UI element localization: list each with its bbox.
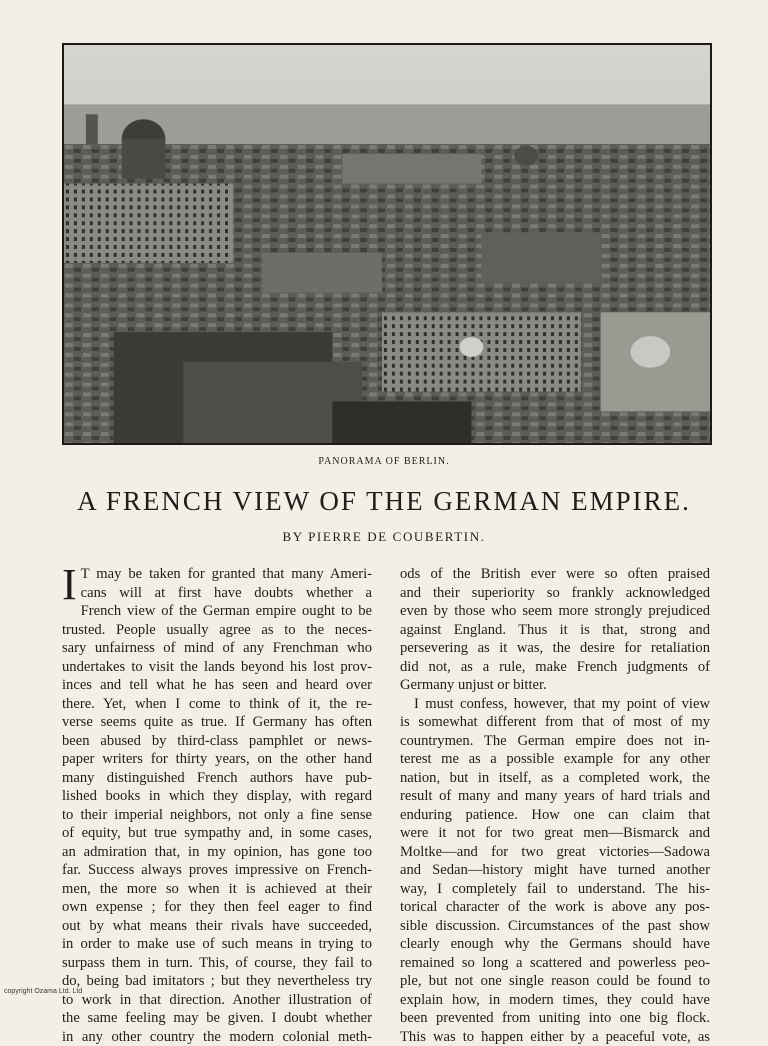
text-line: sary unfairness of mind of any Frenchman who [62, 639, 372, 658]
text-line: even by those who seem more strongly prejudiced [400, 602, 710, 621]
text-line: countrymen. The German empire does not in- [400, 732, 710, 751]
text-line: sible discussion. Circumstances of the past show [400, 917, 710, 936]
text-line: This was to happen either by a peaceful vote, as [400, 1028, 710, 1046]
byline: BY PIERRE DE COUBERTIN. [0, 529, 768, 545]
text-line: and Sedan—history might have turned another [400, 861, 710, 880]
text-line: of equity, but true sympathy and, in some cases, [62, 824, 372, 843]
paragraph-2 [400, 695, 710, 1046]
paragraph-1 [400, 565, 710, 695]
text-line: been abused by third-class pamphlet or news- [62, 732, 372, 751]
text-line: surpass them in turn. This, of course, they fail to [62, 954, 372, 973]
text-line: men, the more so when it is achieved at their [62, 880, 372, 899]
left-column [62, 565, 372, 1046]
text-line: I must confess, however, that my point of view [400, 695, 710, 714]
text-line: ple, but not one single reason could be found to [400, 972, 710, 991]
text-line: French view of the German empire ought to be [62, 602, 372, 621]
text-line: out by what means their rivals have succeeded, [62, 917, 372, 936]
text-line: the same feeling may be given. I doubt whether [62, 1009, 372, 1028]
text-line: result of many and many years of hard trials and [400, 787, 710, 806]
text-line: T may be taken for granted that many Ameri- [62, 565, 372, 584]
text-line: clearly enough why the Germans should have [400, 935, 710, 954]
photo-caption: PANORAMA OF BERLIN. [0, 456, 768, 467]
city-panorama-image [64, 45, 710, 443]
text-line: cans will at first have doubts whether a [62, 584, 372, 603]
text-line: verse seems quite as true. If Germany has often [62, 713, 372, 732]
text-line: persevering as it was, the desire for retaliation [400, 639, 710, 658]
text-line: trusted. People usually agree as to the neces- [62, 621, 372, 640]
left-column-text [62, 565, 372, 1046]
text-line: remained so long a scattered and powerless peo- [400, 954, 710, 973]
text-line: explain how, in modern times, they could have [400, 991, 710, 1010]
text-line: against England. Thus it is that, strong and [400, 621, 710, 640]
drop-cap: I [62, 566, 77, 604]
text-line: nation, but in itself, as a completed work, the [400, 769, 710, 788]
text-line: is somewhat different from that of most of my [400, 713, 710, 732]
text-line: in any other country the modern colonial meth- [62, 1028, 372, 1046]
text-line: to their imperial neighbors, not only a fine sense [62, 806, 372, 825]
text-line: there. Yet, when I come to think of it, the re- [62, 695, 372, 714]
text-line: do, being bad imitators ; but they nevertheless try [62, 972, 372, 991]
right-column [400, 565, 710, 1046]
text-line: lished books in which they display, with regard [62, 787, 372, 806]
watermark: copyright Ozama Ltd. Ltd [4, 988, 82, 995]
text-line: ods of the British ever were so often praised [400, 565, 710, 584]
text-line: many distinguished French authors have pub- [62, 769, 372, 788]
text-line: an admiration that, in my opinion, has gone too [62, 843, 372, 862]
text-line: to work in that direction. Another illustration of [62, 991, 372, 1010]
text-line: far. Success always proves impressive on French- [62, 861, 372, 880]
text-line: in order to make use of such means in trying to [62, 935, 372, 954]
text-line: enduring patience. How one can claim that [400, 806, 710, 825]
text-line: paper writers for thirty years, on the other hand [62, 750, 372, 769]
text-line: did not, as a rule, make French judgments of [400, 658, 710, 677]
text-line: torical character of the work is above any pos- [400, 898, 710, 917]
text-line: and their superiority so frankly acknowledged [400, 584, 710, 603]
text-line: undertakes to visit the lands beyond his lost prov- [62, 658, 372, 677]
text-line: Moltke—and for two great victories—Sadowa [400, 843, 710, 862]
text-line: Germany unjust or bitter. [400, 676, 710, 695]
panorama-photo [62, 43, 712, 445]
text-line: way, I completely fail to understand. The his- [400, 880, 710, 899]
text-line: been prevented from uniting into one big flock. [400, 1009, 710, 1028]
text-line: were it not for two great men—Bismarck and [400, 824, 710, 843]
text-line: terest me as a possible example for any other [400, 750, 710, 769]
text-line: inces and tell what he has seen and heard over [62, 676, 372, 695]
article-title: A FRENCH VIEW OF THE GERMAN EMPIRE. [0, 486, 768, 517]
text-line: own expense ; for they then feel eager to find [62, 898, 372, 917]
